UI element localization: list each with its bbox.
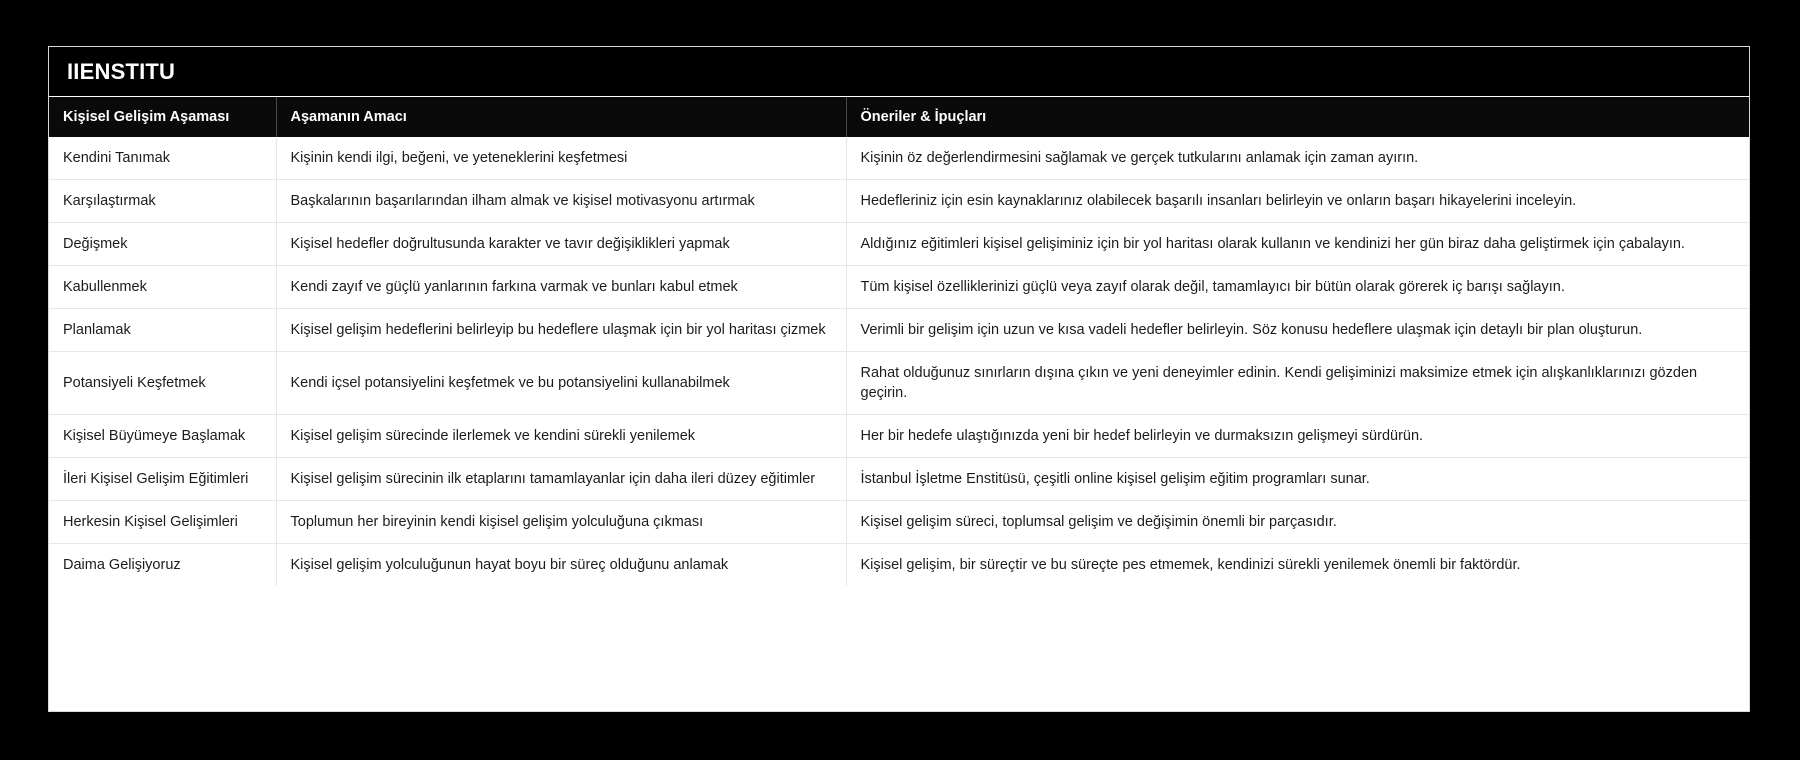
table-row bbox=[49, 501, 1749, 544]
cell-goal: Kişisel gelişim hedeflerini belirleyip bu hedeflere ulaşmak için bir yol haritası çizmek bbox=[276, 309, 846, 352]
table-row bbox=[49, 180, 1749, 223]
cell-stage: Kişisel Büyümeye Başlamak bbox=[49, 415, 276, 458]
cell-goal: Başkalarının başarılarından ilham almak ve kişisel motivasyonu artırmak bbox=[276, 180, 846, 223]
table-row bbox=[49, 309, 1749, 352]
cell-goal: Kendi zayıf ve güçlü yanlarının farkına varmak ve bunları kabul etmek bbox=[276, 266, 846, 309]
cell-stage: Herkesin Kişisel Gelişimleri bbox=[49, 501, 276, 544]
cell-stage: İleri Kişisel Gelişim Eğitimleri bbox=[49, 458, 276, 501]
cell-goal: Toplumun her bireyinin kendi kişisel gelişim yolculuğuna çıkması bbox=[276, 501, 846, 544]
cell-tips: Her bir hedefe ulaştığınızda yeni bir hedef belirleyin ve durmaksızın gelişmeyi sürdürün. bbox=[846, 415, 1749, 458]
column-header-stage: Kişisel Gelişim Aşaması bbox=[49, 97, 276, 137]
cell-goal: Kişisel gelişim yolculuğunun hayat boyu bir süreç olduğunu anlamak bbox=[276, 544, 846, 587]
cell-goal: Kişinin kendi ilgi, beğeni, ve yeteneklerini keşfetmesi bbox=[276, 137, 846, 180]
table-row bbox=[49, 458, 1749, 501]
cell-tips: Aldığınız eğitimleri kişisel gelişiminiz için bir yol haritası olarak kullanın ve kendinizi her gün biraz daha geliştirmek için çabalayın. bbox=[846, 223, 1749, 266]
table-header-row bbox=[49, 97, 1749, 137]
cell-stage: Kendini Tanımak bbox=[49, 137, 276, 180]
personal-development-table-card bbox=[48, 46, 1750, 712]
cell-tips: İstanbul İşletme Enstitüsü, çeşitli online kişisel gelişim eğitim programları sunar. bbox=[846, 458, 1749, 501]
cell-stage: Kabullenmek bbox=[49, 266, 276, 309]
table-row bbox=[49, 223, 1749, 266]
column-header-tips: Öneriler & İpuçları bbox=[846, 97, 1749, 137]
table-row bbox=[49, 266, 1749, 309]
cell-tips: Hedefleriniz için esin kaynaklarınız olabilecek başarılı insanları belirleyin ve onların başarı hikayelerini inceleyin. bbox=[846, 180, 1749, 223]
cell-stage: Planlamak bbox=[49, 309, 276, 352]
cell-tips: Kişinin öz değerlendirmesini sağlamak ve gerçek tutkularını anlamak için zaman ayırın. bbox=[860, 150, 1419, 166]
table-row bbox=[49, 415, 1749, 458]
cell-goal: Kişisel hedefler doğrultusunda karakter ve tavır değişiklikleri yapmak bbox=[276, 223, 846, 266]
table-row bbox=[49, 137, 1749, 180]
cell-tips: Kişisel gelişim, bir süreçtir ve bu süreçte pes etmemek, kendinizi sürekli yenilemek önemli bir faktördür. bbox=[846, 544, 1749, 587]
cell-goal: Kendi içsel potansiyelini keşfetmek ve bu potansiyelini kullanabilmek bbox=[276, 352, 846, 415]
table-header bbox=[49, 97, 1749, 137]
cell-stage: Daima Gelişiyoruz bbox=[49, 544, 276, 587]
cell-tips: Kişisel gelişim süreci, toplumsal gelişim ve değişimin önemli bir parçasıdır. bbox=[846, 501, 1749, 544]
cell-goal: Kişisel gelişim sürecinde ilerlemek ve kendini sürekli yenilemek bbox=[276, 415, 846, 458]
table-row bbox=[49, 544, 1749, 587]
cell-stage: Potansiyeli Keşfetmek bbox=[49, 352, 276, 415]
cell-tips: Tüm kişisel özelliklerinizi güçlü veya zayıf olarak değil, tamamlayıcı bir bütün olarak görerek iç barışı sağlayın. bbox=[846, 266, 1749, 309]
table-row bbox=[49, 352, 1749, 415]
table-body bbox=[49, 137, 1749, 586]
cell-stage: Karşılaştırmak bbox=[49, 180, 276, 223]
cell-stage: Değişmek bbox=[49, 223, 276, 266]
column-header-goal: Aşamanın Amacı bbox=[276, 97, 846, 137]
cell-goal: Kişisel gelişim sürecinin ilk etaplarını tamamlayanlar için daha ileri düzey eğitimler bbox=[276, 458, 846, 501]
cell-tips: Rahat olduğunuz sınırların dışına çıkın ve yeni deneyimler edinin. Kendi gelişiminizi maksimize etmek için alışkanlıklarınızı gözden geçirin. bbox=[846, 352, 1749, 415]
brand-header bbox=[49, 47, 1749, 97]
personal-development-table bbox=[49, 97, 1749, 586]
brand-title: IIENSTITU bbox=[67, 58, 176, 84]
cell-tips: Verimli bir gelişim için uzun ve kısa vadeli hedefler belirleyin. Söz konusu hedeflere ulaşmak için detaylı bir plan oluşturun. bbox=[846, 309, 1749, 352]
